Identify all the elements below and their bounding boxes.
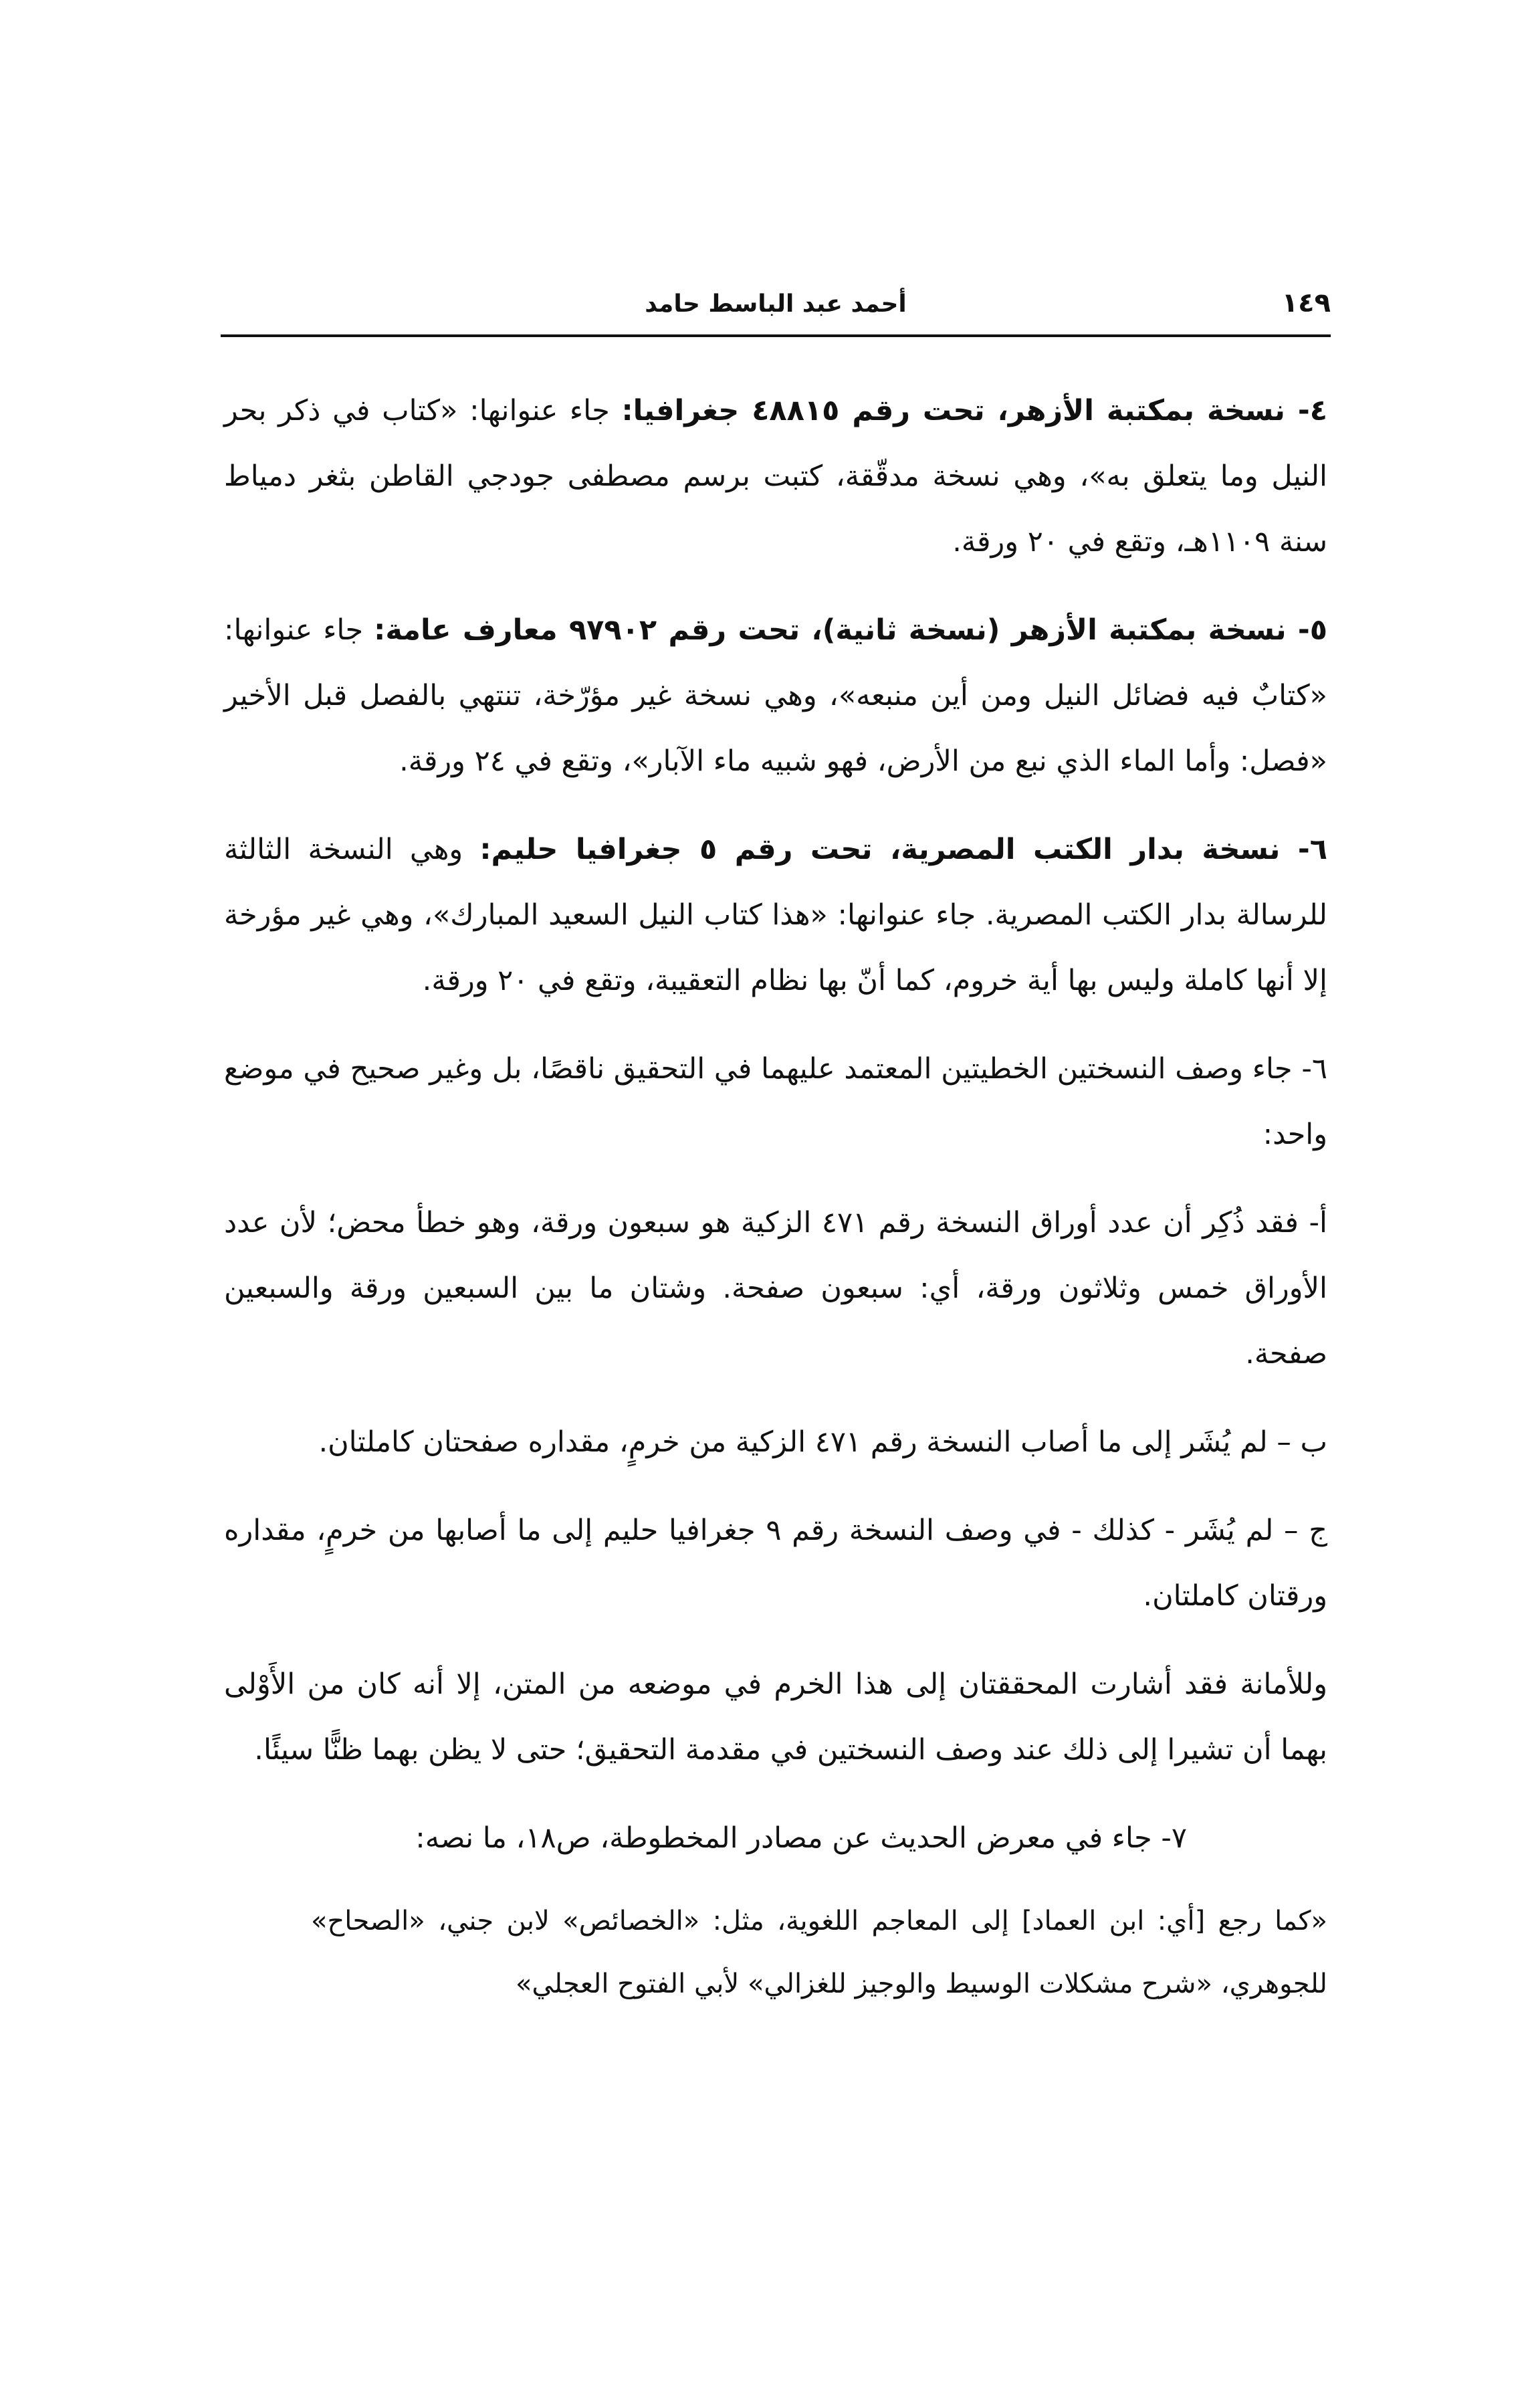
header-author: أحمد عبد الباسط حامد [645,290,907,318]
page-body [224,378,1327,2038]
paragraph-sources-intro: ٧- جاء في معرض الحديث عن مصادر المخطوطة، ص١٨، ما نصه: [415,1821,1187,1855]
paragraph-point-c: ج – لم يُشَر - كذلك - في وصف النسخة رقم ٩ جغرافيا حليم إلى ما أصابها من خرمٍ، مقداره ورقتان كاملتان. [224,1514,1327,1613]
paragraph-lead: ٥- نسخة بمكتبة الأزهر (نسخة ثانية)، تحت رقم ٩٧٩٠٢ معارف عامة: [374,613,1328,647]
paragraph-text: جاء عنوانها: «كتابٌ فيه فضائل النيل ومن أين منبعه»، وهي نسخة غير مؤرّخة، تنتهي بالفصل قبل الأخير «فصل: وأما الماء الذي نبع من الأرض، فهو شبيه ماء الآبار»، وتقع في ٢٤ ورقة. [224,613,1327,778]
paragraph-lead: ٤- نسخة بمكتبة الأزهر، تحت رقم ٤٨٨١٥ جغرافيا: [621,394,1327,427]
paragraph-point-a: أ- فقد ذُكِر أن عدد أوراق النسخة رقم ٤٧١ الزكية هو سبعون ورقة، وهو خطأ محض؛ لأن عدد الأوراق خمس وثلاثون ورقة، أي: سبعون صفحة. وشتان ما بين السبعين ورقة والسبعين صفحة. [224,1206,1327,1371]
quoted-passage: «كما رجع [أي: ابن العماد] إلى المعاجم اللغوية، مثل: «الخصائص» لابن جني، «الصحاح» للجوهري، «شرح مشكلات الوسيط والوجيز للغزالي» لأبي الفتوح العجلي» [311,1906,1327,1999]
paragraph-description-note: ٦- جاء وصف النسختين الخطيتين المعتمد عليهما في التحقيق ناقصًا، بل وغير صحيح في موضع واحد: [224,1052,1327,1151]
paragraph-manuscript-4 [224,378,1327,575]
page-number: ١٤٩ [1281,288,1331,318]
paragraph-point-b: ب – لم يُشَر إلى ما أصاب النسخة رقم ٤٧١ الزكية من خرمٍ، مقداره صفحتان كاملتان. [318,1425,1327,1459]
paragraph-lead: ٦- نسخة بدار الكتب المصرية، تحت رقم ٥ جغرافيا حليم: [479,833,1327,866]
header-rule [221,334,1331,337]
paragraph-honesty-note: وللأمانة فقد أشارت المحققتان إلى هذا الخرم في موضعه من المتن، إلا أنه كان من الأَوْلى بهما أن تشيرا إلى ذلك عند وصف النسختين في مقدمة التحقيق؛ حتى لا يظن بهما ظنًّا سيئًا. [224,1668,1327,1767]
paragraph-text: جاء عنوانها: «كتاب في ذكر بحر النيل وما يتعلق به»، وهي نسخة مدقّقة، كتبت برسم مصطفى جودجي القاطن بثغر دمياط سنة ١١٠٩هـ، وتقع في ٢٠ ورقة. [224,394,1327,559]
running-header [221,281,1331,334]
paragraph-text: وهي النسخة الثالثة للرسالة بدار الكتب المصرية. جاء عنوانها: «هذا كتاب النيل السعيد المبارك»، وهي غير مؤرخة إلا أنها كاملة وليس بها أية خروم، كما أنّ بها نظام التعقيبة، وتقع في ٢٠ ورقة. [224,833,1327,997]
paragraph-manuscript-6 [224,817,1327,1013]
paragraph-manuscript-5 [224,597,1327,794]
